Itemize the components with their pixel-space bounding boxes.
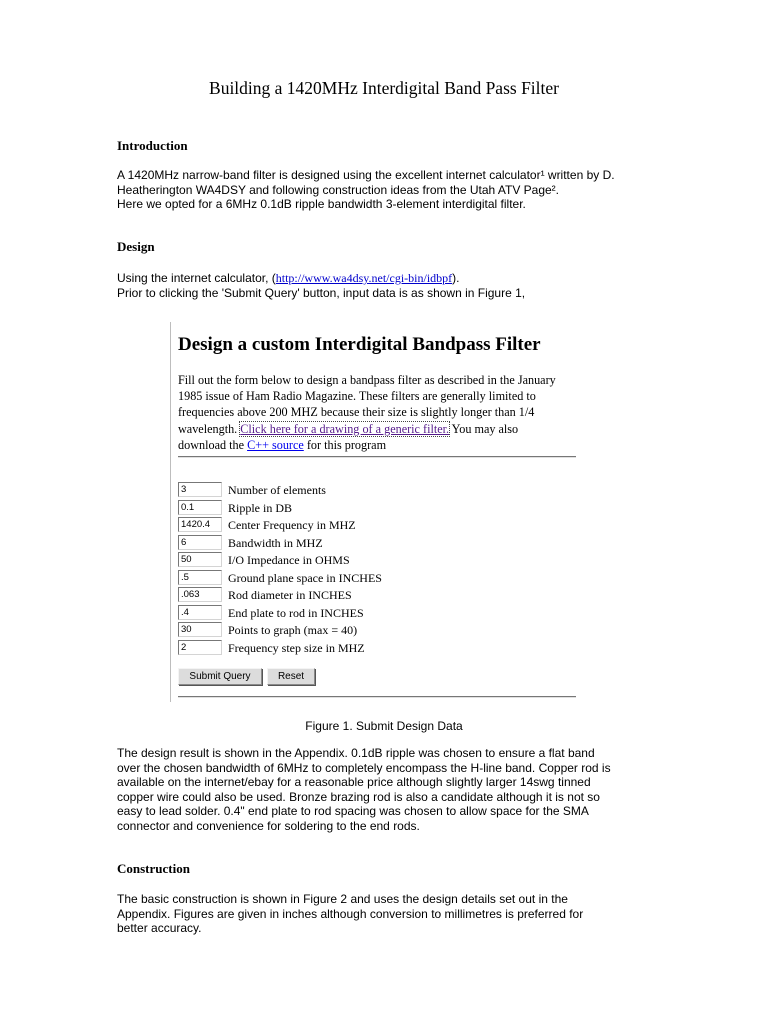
end-plate-label: End plate to rod in INCHES	[228, 605, 364, 620]
center-frequency-label: Center Frequency in MHZ	[228, 518, 356, 532]
figure-text-line	[178, 437, 578, 453]
results-line: connector and convenience for soldering to the end rods.	[117, 818, 420, 833]
design-line-prefix: Using the internet calculator, (	[117, 271, 276, 285]
introduction-line: Here we opted for a 6MHz 0.1dB ripple bandwidth 3-element interdigital filter.	[117, 197, 526, 212]
bandwidth-label: Bandwidth in MHZ	[228, 535, 323, 550]
introduction-line: A 1420MHz narrow-band filter is designed using the excellent internet calculator¹ written by D.	[117, 168, 615, 182]
construction-heading: Construction	[117, 861, 190, 876]
ripple-label: Ripple in DB	[228, 500, 293, 515]
ground-plane-label: Ground plane space in INCHES	[228, 570, 382, 585]
elements-label: Number of elements	[228, 483, 326, 497]
figure-text-suffix: You may also	[449, 421, 519, 436]
introduction-heading: Introduction	[117, 138, 188, 153]
figure-left-edge	[170, 322, 171, 702]
figure-heading: Design a custom Interdigital Bandpass Filter	[178, 334, 541, 355]
design-line	[117, 271, 657, 286]
submit-query-button[interactable]: Submit Query	[178, 668, 262, 685]
figure-top-rule	[178, 456, 576, 458]
construction-line: better accuracy.	[117, 921, 202, 936]
design-line-suffix: ).	[452, 271, 460, 285]
document-title: Building a 1420MHz Interdigital Band Pass Filter	[209, 78, 559, 98]
rod-diameter-label: Rod diameter in INCHES	[228, 588, 352, 602]
ground-plane-input[interactable]: .5	[178, 570, 222, 585]
design-line: Prior to clicking the 'Submit Query' button, input data is as shown in Figure 1,	[117, 285, 526, 300]
impedance-label: I/O Impedance in OHMS	[228, 553, 350, 567]
figure-description	[178, 372, 578, 453]
results-line: copper wire could also be used. Bronze brazing rod is also a candidate although it is not so	[117, 789, 600, 804]
ripple-input[interactable]: 0.1	[178, 500, 222, 515]
step-size-input[interactable]: 2	[178, 640, 222, 655]
construction-line: Appendix. Figures are given in inches although conversion to millimetres is preferred for	[117, 906, 584, 921]
figure-bottom-rule	[178, 696, 576, 698]
introduction-line: Heatherington WA4DSY and following construction ideas from the Utah ATV Page².	[117, 182, 560, 197]
introduction-paragraph	[117, 168, 657, 212]
figure-text-line	[178, 421, 578, 437]
calculator-link[interactable]: http://www.wa4dsy.net/cgi-bin/idbpf	[275, 271, 453, 285]
results-line: available on the internet/ebay for a reasonable price although slightly larger 14swg tinned	[117, 775, 591, 790]
points-label: Points to graph (max = 40)	[228, 623, 358, 637]
reset-button[interactable]: Reset	[267, 668, 315, 685]
construction-paragraph	[117, 892, 657, 936]
cpp-source-link[interactable]: C++ source	[247, 437, 304, 452]
results-paragraph	[117, 746, 657, 834]
bandwidth-input[interactable]: 6	[178, 535, 222, 550]
figure-text-line: Fill out the form below to design a bandpass filter as described in the January	[178, 373, 556, 387]
figure-text-prefix: wavelength.	[178, 421, 241, 436]
results-line: over the chosen bandwidth of 6MHz to completely encompass the H-line band. Copper rod is	[117, 760, 611, 775]
figure-text-prefix: download the	[178, 437, 248, 452]
design-heading: Design	[117, 239, 155, 254]
figure-calculator-screenshot	[170, 322, 582, 702]
construction-line: The basic construction is shown in Figure 2 and uses the design details set out in the	[117, 892, 568, 906]
figure-text-line: frequencies above 200 MHZ because their size is slightly longer than 1/4	[178, 405, 535, 420]
figure-caption: Figure 1. Submit Design Data	[305, 719, 463, 733]
points-input[interactable]: 30	[178, 622, 222, 637]
impedance-input[interactable]: 50	[178, 552, 222, 567]
end-plate-input[interactable]: .4	[178, 605, 222, 620]
center-frequency-input[interactable]: 1420.4	[178, 517, 222, 532]
results-line: easy to lead solder. 0.4" end plate to rod spacing was chosen to allow space for the SMA	[117, 804, 589, 819]
results-line: The design result is shown in the Appendix. 0.1dB ripple was chosen to ensure a flat band	[117, 746, 595, 760]
step-size-label: Frequency step size in MHZ	[228, 640, 365, 655]
rod-diameter-input[interactable]: .063	[178, 587, 222, 602]
design-paragraph	[117, 271, 657, 300]
elements-input[interactable]: 3	[178, 482, 222, 497]
figure-text-line: 1985 issue of Ham Radio Magazine. These filters are generally limited to	[178, 389, 536, 404]
figure-text-suffix: for this program	[303, 437, 387, 452]
generic-filter-drawing-link[interactable]: Click here for a drawing of a generic filter.	[240, 421, 450, 436]
